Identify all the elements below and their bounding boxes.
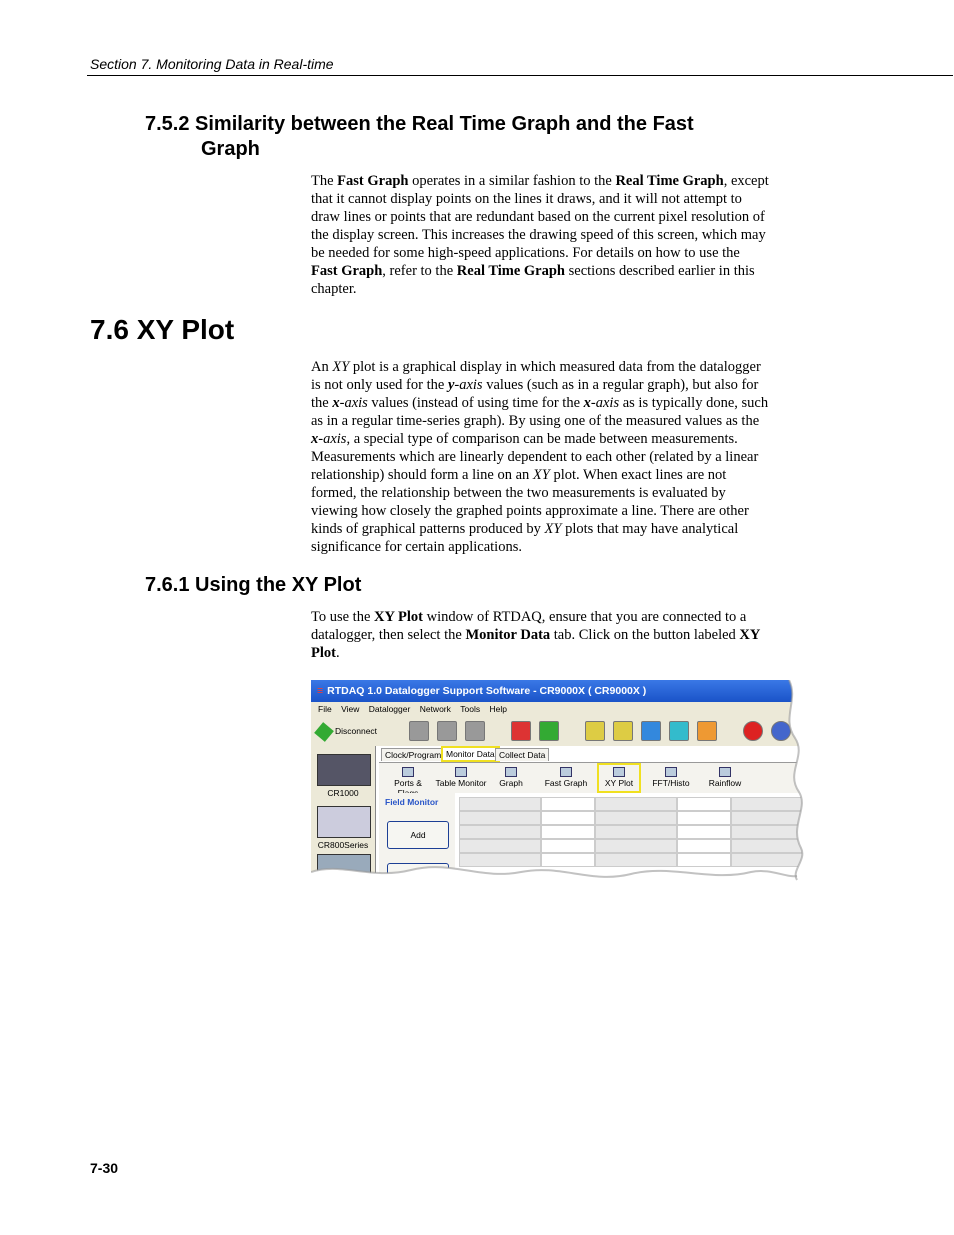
line: x-axis, a special type of comparison can be made between measurements.	[311, 431, 738, 447]
line: An XY plot is a graphical display in which measured data from the datalogger	[311, 359, 761, 375]
tab-collect-data[interactable]: Collect Data	[495, 748, 549, 761]
menu-network[interactable]: Network	[419, 704, 451, 714]
line: The Fast Graph operates in a similar fashion to the Real Time Graph, except	[311, 173, 769, 189]
heading-7-6: 7.6 XY Plot	[90, 314, 235, 345]
paragraph-xy-plot	[311, 358, 806, 556]
line: Measurements which are linearly dependent to each other (related by a linear	[311, 449, 759, 465]
window-title: RTDAQ 1.0 Datalogger Support Software - CR9000X ( CR9000X )	[327, 685, 647, 697]
line: the display screen. This increases the drawing speed of this screen, which may	[311, 227, 766, 243]
tab-clock-program[interactable]: Clock/Program	[381, 748, 445, 761]
device-label-cr1000: CR1000	[327, 788, 359, 798]
heading-7-5-2-line2: Graph	[201, 138, 260, 160]
ports-flags-button[interactable]: Ports &	[383, 765, 433, 791]
rtdaq-logo-icon: ≡	[317, 685, 324, 697]
heading-7-5-2	[145, 112, 694, 162]
heading-7-6-1: 7.6.1 Using the XY Plot	[145, 574, 362, 596]
rainflow-button[interactable]: Rainflow	[705, 765, 745, 791]
running-header: Section 7. Monitoring Data in Real-time	[90, 56, 334, 72]
menu-help[interactable]: Help	[489, 704, 507, 714]
line: kinds of graphical patterns produced by XY plots that may have analytical	[311, 521, 739, 537]
menu-tools[interactable]: Tools	[460, 704, 481, 714]
menu-file[interactable]: File	[318, 704, 332, 714]
fft-histo-button[interactable]: FFT/Histo	[649, 765, 693, 791]
paragraph-using-xy-plot	[311, 608, 806, 662]
line: is not only used for the y-axis values (such as in a regular graph), but also for	[311, 377, 759, 393]
disconnect-button[interactable]: Disconnect	[317, 720, 383, 742]
line: draw lines or points that are redundant based on the current pixel resolution of	[311, 209, 765, 225]
line: chapter.	[311, 281, 357, 297]
line: relationship) should form a line on an XY plot. When exact lines are not	[311, 467, 727, 483]
fast-graph-button[interactable]: Fast Graph	[543, 765, 589, 791]
line: the x-axis values (instead of using time for the x-axis as is typically done, such	[311, 395, 769, 411]
line: that it cannot display points on the lines it draws, and it will not attempt to	[311, 191, 742, 207]
table-monitor-button[interactable]: Table Monitor	[435, 765, 487, 791]
tab-monitor-data[interactable]: Monitor Data	[441, 746, 500, 762]
device-label-cr800: CR800Series	[317, 840, 369, 850]
line: To use the XY Plot window of RTDAQ, ensure that you are connected to a	[311, 609, 747, 625]
menu-datalogger[interactable]: Datalogger	[368, 704, 411, 714]
add-button[interactable]: Add	[387, 821, 449, 849]
line: Fast Graph, refer to the Real Time Graph sections described earlier in this	[311, 263, 755, 279]
header-rule	[87, 75, 953, 76]
line: formed, the relationship between the two measurements is evaluated by	[311, 485, 726, 501]
field-monitor-title: Field Monitor	[385, 797, 439, 807]
heading-7-5-2-line1: 7.5.2 Similarity between the Real Time Graph and the Fast	[145, 113, 694, 135]
line: viewing how closely the graphed points approximate a line. There are other	[311, 503, 749, 519]
line: be needed for some high-speed applications. For details on how to use the	[311, 245, 740, 261]
line: as in a regular time-series graph). By using one of the measured values as the	[311, 413, 760, 429]
paragraph-fast-graph	[311, 172, 806, 298]
line: significance for certain applications.	[311, 539, 522, 555]
line: Plot.	[311, 645, 340, 661]
xy-plot-button[interactable]: XY Plot	[597, 763, 641, 793]
line: datalogger, then select the Monitor Data tab. Click on the button labeled XY	[311, 627, 761, 643]
torn-edge-effect	[311, 680, 806, 890]
graph-button[interactable]: Graph	[493, 765, 529, 791]
page-number: 7-30	[90, 1160, 119, 1176]
rtdaq-screenshot	[311, 680, 806, 890]
menu-view[interactable]: View	[341, 704, 360, 714]
